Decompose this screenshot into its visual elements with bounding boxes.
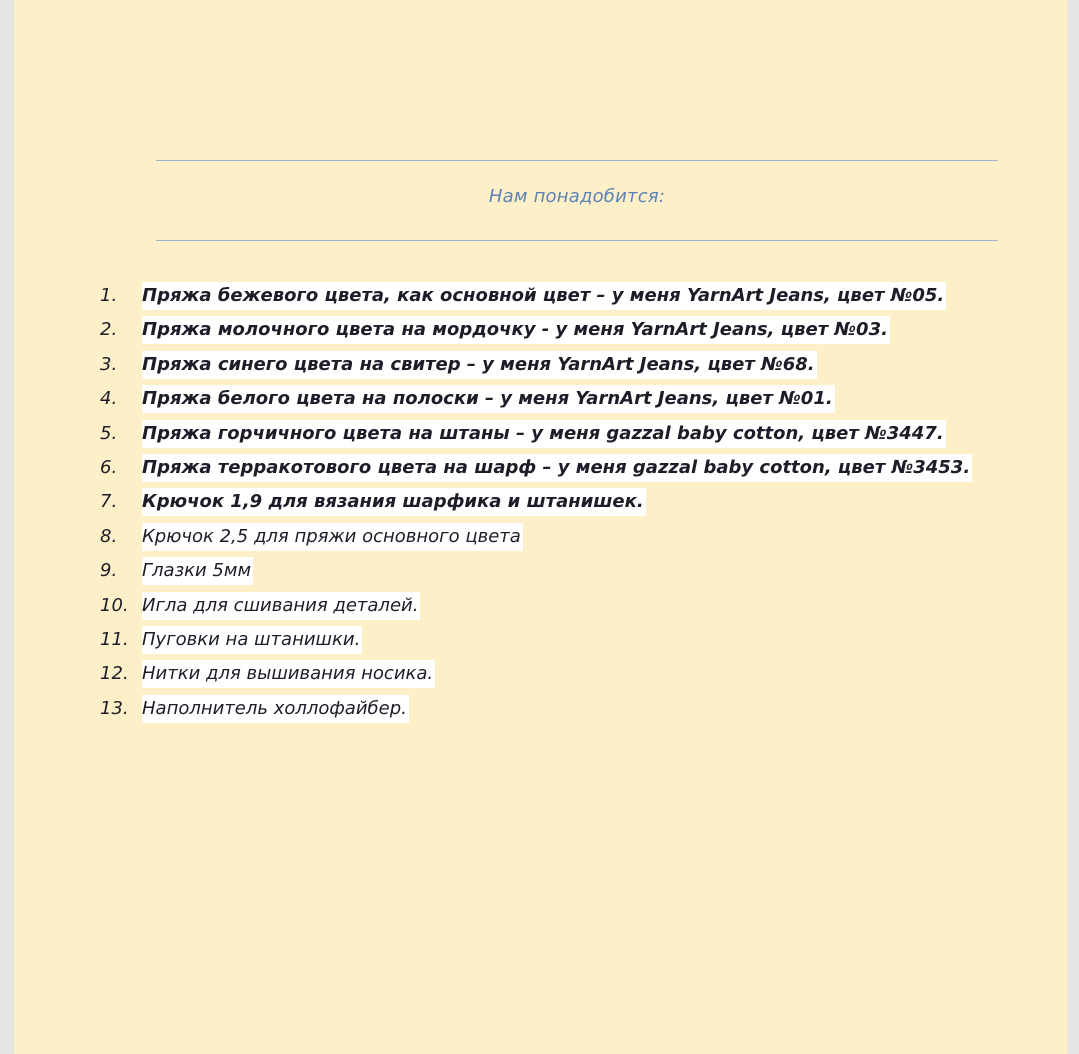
list-item-number: 10. [100, 594, 129, 616]
section-heading: Нам понадобится: [488, 186, 666, 207]
list-item-text: Нитки для вышивания носика. [142, 660, 435, 688]
document-page [14, 0, 1067, 1054]
list-item [100, 522, 972, 556]
list-item-text: Глазки 5мм [142, 557, 253, 585]
list-item [100, 419, 972, 453]
list-item-text: Пряжа терракотового цвета на шарф – у меня gazzal baby cotton, цвет №3453. [142, 454, 972, 482]
list-item [100, 591, 972, 625]
list-item-number: 1. [100, 285, 118, 306]
list-item-number: 7. [100, 491, 118, 513]
list-item-text: Пряжа молочного цвета на мордочку - у меня YarnArt Jeans, цвет №03. [142, 316, 890, 344]
list-item-number: 4. [100, 388, 118, 410]
list-item-text: Игла для сшивания деталей. [142, 592, 420, 620]
list-item-number: 8. [100, 525, 118, 547]
heading-bottom-rule [156, 240, 998, 241]
list-item [100, 556, 972, 590]
list-item [100, 453, 972, 487]
list-item-number: 5. [100, 422, 118, 444]
list-item [100, 281, 972, 315]
list-item-number: 3. [100, 353, 118, 375]
list-item [100, 487, 972, 521]
list-item [100, 694, 972, 728]
list-item-number: 13. [100, 697, 129, 719]
list-item-number: 12. [100, 663, 129, 685]
list-item-text: Крючок 2,5 для пряжи основного цвета [142, 523, 523, 551]
list-item-text: Наполнитель холлофайбер. [142, 695, 409, 723]
list-item-text: Крючок 1,9 для вязания шарфика и штанишек. [142, 488, 646, 516]
list-item-text: Пряжа бежевого цвета, как основной цвет – у меня YarnArt Jeans, цвет №05. [142, 282, 946, 310]
list-item-number: 9. [100, 560, 118, 582]
list-item-text: Пряжа белого цвета на полоски – у меня YarnArt Jeans, цвет №01. [142, 385, 835, 413]
list-item-text: Пряжа синего цвета на свитер – у меня YarnArt Jeans, цвет №68. [142, 351, 817, 379]
heading-top-rule [156, 160, 998, 161]
list-item-text: Пряжа горчичного цвета на штаны – у меня gazzal baby cotton, цвет №3447. [142, 420, 946, 448]
list-item [100, 350, 972, 384]
list-item-number: 6. [100, 456, 118, 478]
list-item [100, 625, 972, 659]
list-item-text: Пуговки на штанишки. [142, 626, 362, 654]
list-item [100, 659, 972, 693]
list-item [100, 315, 972, 349]
list-item-number: 2. [100, 319, 118, 341]
materials-list [100, 281, 972, 728]
list-item-number: 11. [100, 628, 129, 650]
list-item [100, 384, 972, 418]
